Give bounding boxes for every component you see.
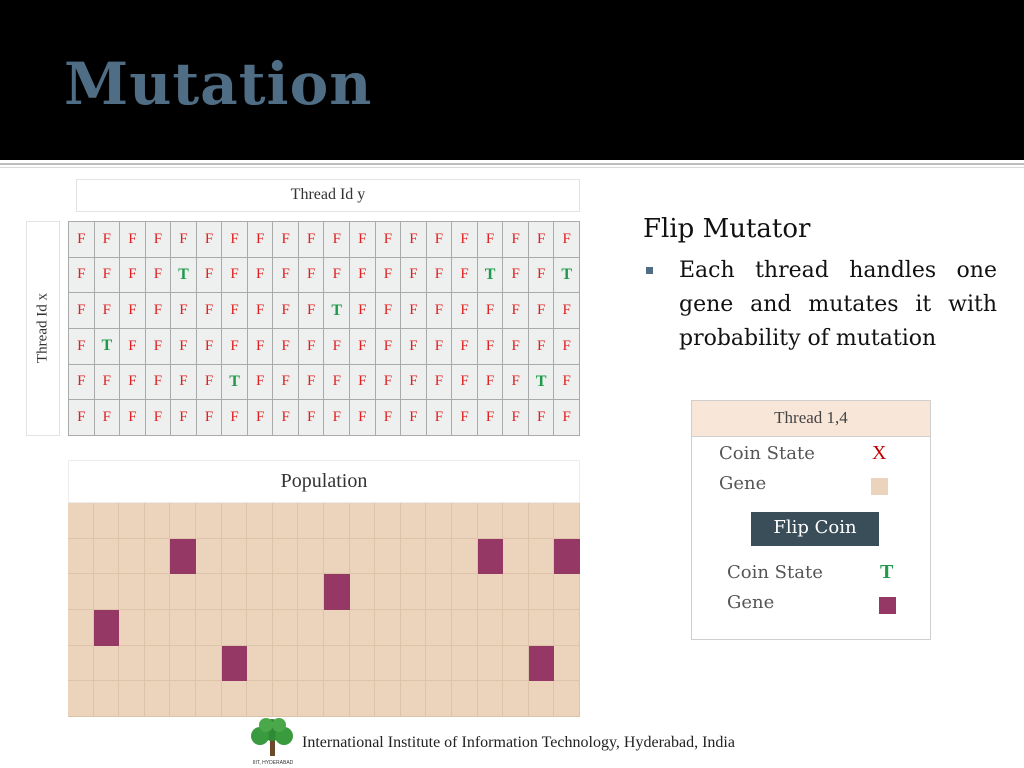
coin-cell: F [95,222,121,258]
gene-cell [350,574,376,610]
mutated-gene-cell [94,610,120,646]
coin-cell: F [427,400,453,436]
coin-cell: F [452,329,478,365]
coin-cell: F [503,222,529,258]
coin-cell: F [529,258,555,294]
coin-cell: F [120,365,146,401]
coin-cell: F [376,293,402,329]
gene-cell [273,574,299,610]
gene-cell [68,646,94,682]
coin-cell: F [427,365,453,401]
coin-cell: F [452,400,478,436]
gene-cell [529,681,555,717]
gene-cell [298,539,324,575]
gene-cell [119,503,145,539]
population-label: Population [68,460,580,503]
gene-cell [401,610,427,646]
gene-cell [196,574,222,610]
gene-cell [554,681,580,717]
coin-cell: F [248,365,274,401]
coin-cell: F [427,222,453,258]
coin-cell: F [452,222,478,258]
gene-cell [375,539,401,575]
coin-cell: T [95,329,121,365]
gene-cell [247,503,273,539]
gene-cell [503,681,529,717]
gene-cell [196,646,222,682]
coin-cell: F [529,222,555,258]
gene-cell [145,681,171,717]
coin-cell: F [197,329,223,365]
gene-cell [503,574,529,610]
gene-cell [273,681,299,717]
gene-cell [426,681,452,717]
gene-cell [426,610,452,646]
coin-cell: F [401,293,427,329]
coin-cell: F [120,400,146,436]
coin-cell: T [554,258,580,294]
gene-cell [401,681,427,717]
coin-cell: F [503,365,529,401]
gene-cell [68,574,94,610]
gene-cell [119,539,145,575]
gene-cell [401,503,427,539]
population-grid [68,503,580,717]
coin-cell: T [222,365,248,401]
gene-cell [452,681,478,717]
coin-cell: F [69,293,95,329]
coin-cell: F [273,400,299,436]
coin-cell: F [171,293,197,329]
coin-cell: F [376,258,402,294]
gene-cell [426,646,452,682]
mutated-gene-cell [324,574,350,610]
coin-cell: F [171,365,197,401]
coin-cell: F [529,400,555,436]
coin-cell: F [350,329,376,365]
gene-cell [94,646,120,682]
gene-cell [298,610,324,646]
coin-cell: F [401,222,427,258]
gene-cell [324,539,350,575]
coin-cell: F [350,400,376,436]
coin-cell: F [299,329,325,365]
gene-cell [452,646,478,682]
coin-cell: F [69,258,95,294]
coin-cell: F [503,258,529,294]
gene-cell [196,503,222,539]
gene-cell [401,539,427,575]
gene-cell [503,646,529,682]
coin-cell: F [452,258,478,294]
gene-cell [452,610,478,646]
coin-cell: F [401,329,427,365]
gene-cell [503,539,529,575]
gene-cell [478,610,504,646]
coin-cell: F [299,293,325,329]
coin-cell: F [222,400,248,436]
bullet-icon [646,267,653,274]
gene-cell [68,539,94,575]
flip-mutator-heading: Flip Mutator [643,214,811,244]
coin-cell: F [197,258,223,294]
gene-cell [554,574,580,610]
divider-line-thin [0,167,1024,168]
gene-cell [119,610,145,646]
mutated-gene-cell [478,539,504,575]
gene-cell [119,574,145,610]
coin-cell: F [120,293,146,329]
gene-cell [170,646,196,682]
gene-cell [350,539,376,575]
gene-cell [375,503,401,539]
coin-cell: F [503,293,529,329]
coin-state-label-before: Coin State [719,443,815,464]
gene-cell [273,503,299,539]
gene-cell [68,503,94,539]
coin-cell: F [95,258,121,294]
coin-cell: F [69,329,95,365]
coin-cell: F [401,365,427,401]
coin-cell: F [554,400,580,436]
gene-cell [119,646,145,682]
gene-cell [426,539,452,575]
gene-cell [324,646,350,682]
gene-cell [401,646,427,682]
coin-cell: F [401,258,427,294]
gene-cell [503,610,529,646]
gene-cell [247,681,273,717]
coin-cell: F [324,329,350,365]
gene-cell [324,681,350,717]
gene-cell [170,574,196,610]
thread-panel [691,400,931,640]
gene-cell [247,574,273,610]
gene-cell [375,610,401,646]
gene-cell [196,539,222,575]
gene-cell [68,610,94,646]
gene-cell [452,539,478,575]
coin-cell: F [197,400,223,436]
coin-cell: F [197,293,223,329]
gene-cell [247,610,273,646]
gene-cell [222,539,248,575]
coin-cell: F [324,258,350,294]
gene-cell [375,681,401,717]
mutated-gene-cell [529,646,555,682]
gene-cell [452,503,478,539]
gene-cell [222,681,248,717]
gene-cell [273,610,299,646]
coin-cell: F [452,365,478,401]
gene-cell [170,610,196,646]
coin-cell: F [350,258,376,294]
gene-cell [170,503,196,539]
title-band [0,0,1024,160]
coin-cell: F [273,329,299,365]
coin-cell: F [529,293,555,329]
coin-cell: F [376,329,402,365]
gene-cell [273,646,299,682]
mutated-gene-cell [554,539,580,575]
gene-cell [554,503,580,539]
gene-cell [94,503,120,539]
gene-cell [478,503,504,539]
divider-line [0,163,1024,165]
gene-cell [529,539,555,575]
coin-cell: F [120,222,146,258]
coin-cell: F [554,365,580,401]
coin-cell: F [146,400,172,436]
coin-cell: F [95,293,121,329]
coin-state-value-before: X [872,442,887,464]
gene-cell [478,646,504,682]
gene-cell [503,503,529,539]
slide-title: Mutation [64,50,373,118]
gene-cell [350,646,376,682]
coin-cell: F [324,400,350,436]
coin-cell: F [427,293,453,329]
coin-cell: F [427,258,453,294]
institute-footer: International Institute of Information Technology, Hyderabad, India [302,734,735,751]
coin-cell: F [478,222,504,258]
coin-cell: F [273,258,299,294]
coin-cell: F [222,222,248,258]
gene-cell [452,574,478,610]
mutated-gene-cell [222,646,248,682]
gene-cell [222,503,248,539]
gene-cell [401,574,427,610]
coin-cell: F [299,400,325,436]
gene-cell [298,503,324,539]
gene-cell [298,646,324,682]
coin-cell: F [248,222,274,258]
gene-cell [247,539,273,575]
coin-cell: F [273,293,299,329]
coin-cell: F [248,400,274,436]
mutated-gene-cell [170,539,196,575]
gene-cell [324,503,350,539]
gene-cell [350,681,376,717]
coin-cell: T [324,293,350,329]
coin-cell: F [222,258,248,294]
coin-cell: F [146,365,172,401]
gene-cell [196,681,222,717]
coin-cell: F [120,329,146,365]
gene-cell [529,503,555,539]
coin-cell: F [478,293,504,329]
gene-cell [94,539,120,575]
coin-state-grid [68,221,580,436]
coin-cell: F [248,258,274,294]
thread-id-y-label: Thread Id y [76,179,580,212]
gene-cell [145,539,171,575]
gene-label-after: Gene [727,592,775,613]
coin-cell: F [171,329,197,365]
gene-cell [222,574,248,610]
gene-cell [426,574,452,610]
gene-cell [94,681,120,717]
coin-cell: F [478,329,504,365]
thread-panel-header: Thread 1,4 [692,401,930,437]
coin-cell: F [248,293,274,329]
thread-id-x-label: Thread Id x [34,293,51,363]
coin-cell: F [324,222,350,258]
gene-cell [375,646,401,682]
gene-cell [350,610,376,646]
gene-cell [478,574,504,610]
gene-cell [298,574,324,610]
coin-cell: F [299,258,325,294]
gene-swatch-after [879,597,896,614]
gene-swatch-before [871,478,888,495]
coin-cell: F [554,222,580,258]
coin-cell: F [273,365,299,401]
gene-cell [324,610,350,646]
gene-cell [119,681,145,717]
coin-cell: F [503,329,529,365]
coin-cell: F [171,222,197,258]
logo-caption: IIIT, HYDERABAD [252,760,294,766]
gene-cell [478,681,504,717]
coin-cell: F [69,365,95,401]
coin-cell: T [478,258,504,294]
coin-cell: F [376,222,402,258]
coin-cell: F [350,365,376,401]
coin-cell: T [171,258,197,294]
coin-cell: F [197,222,223,258]
gene-cell [375,574,401,610]
gene-cell [273,539,299,575]
coin-cell: F [146,222,172,258]
coin-cell: F [478,400,504,436]
coin-cell: F [478,365,504,401]
coin-cell: F [554,329,580,365]
gene-label-before: Gene [719,473,767,494]
coin-cell: F [350,222,376,258]
coin-cell: F [401,400,427,436]
gene-cell [145,503,171,539]
coin-cell: F [324,365,350,401]
coin-cell: F [503,400,529,436]
coin-cell: F [299,222,325,258]
gene-cell [170,681,196,717]
gene-cell [145,574,171,610]
gene-cell [145,646,171,682]
coin-state-value-after: T [880,561,894,583]
coin-cell: F [376,400,402,436]
gene-cell [529,610,555,646]
coin-cell: F [69,400,95,436]
coin-cell: F [95,400,121,436]
coin-cell: F [146,293,172,329]
gene-cell [222,610,248,646]
coin-cell: F [248,329,274,365]
coin-cell: F [554,293,580,329]
coin-state-label-after: Coin State [727,562,823,583]
gene-cell [529,574,555,610]
gene-cell [68,681,94,717]
iiit-logo-icon [246,716,300,766]
gene-cell [554,610,580,646]
gene-cell [554,646,580,682]
gene-cell [298,681,324,717]
gene-cell [196,610,222,646]
coin-cell: F [222,329,248,365]
coin-cell: F [529,329,555,365]
coin-cell: F [146,329,172,365]
coin-cell: F [350,293,376,329]
gene-cell [94,574,120,610]
coin-cell: F [273,222,299,258]
coin-cell: F [222,293,248,329]
coin-cell: F [95,365,121,401]
gene-cell [350,503,376,539]
coin-cell: F [197,365,223,401]
coin-cell: F [171,400,197,436]
coin-cell: F [376,365,402,401]
coin-cell: F [299,365,325,401]
coin-cell: F [69,222,95,258]
coin-cell: F [120,258,146,294]
gene-cell [426,503,452,539]
coin-cell: F [427,329,453,365]
coin-cell: F [146,258,172,294]
gene-cell [145,610,171,646]
coin-cell: F [452,293,478,329]
gene-cell [247,646,273,682]
description-bullet-text: Each thread handles one gene and mutates it with probability of mutation [679,258,997,351]
coin-cell: T [529,365,555,401]
flip-coin-button[interactable]: Flip Coin [751,512,879,546]
